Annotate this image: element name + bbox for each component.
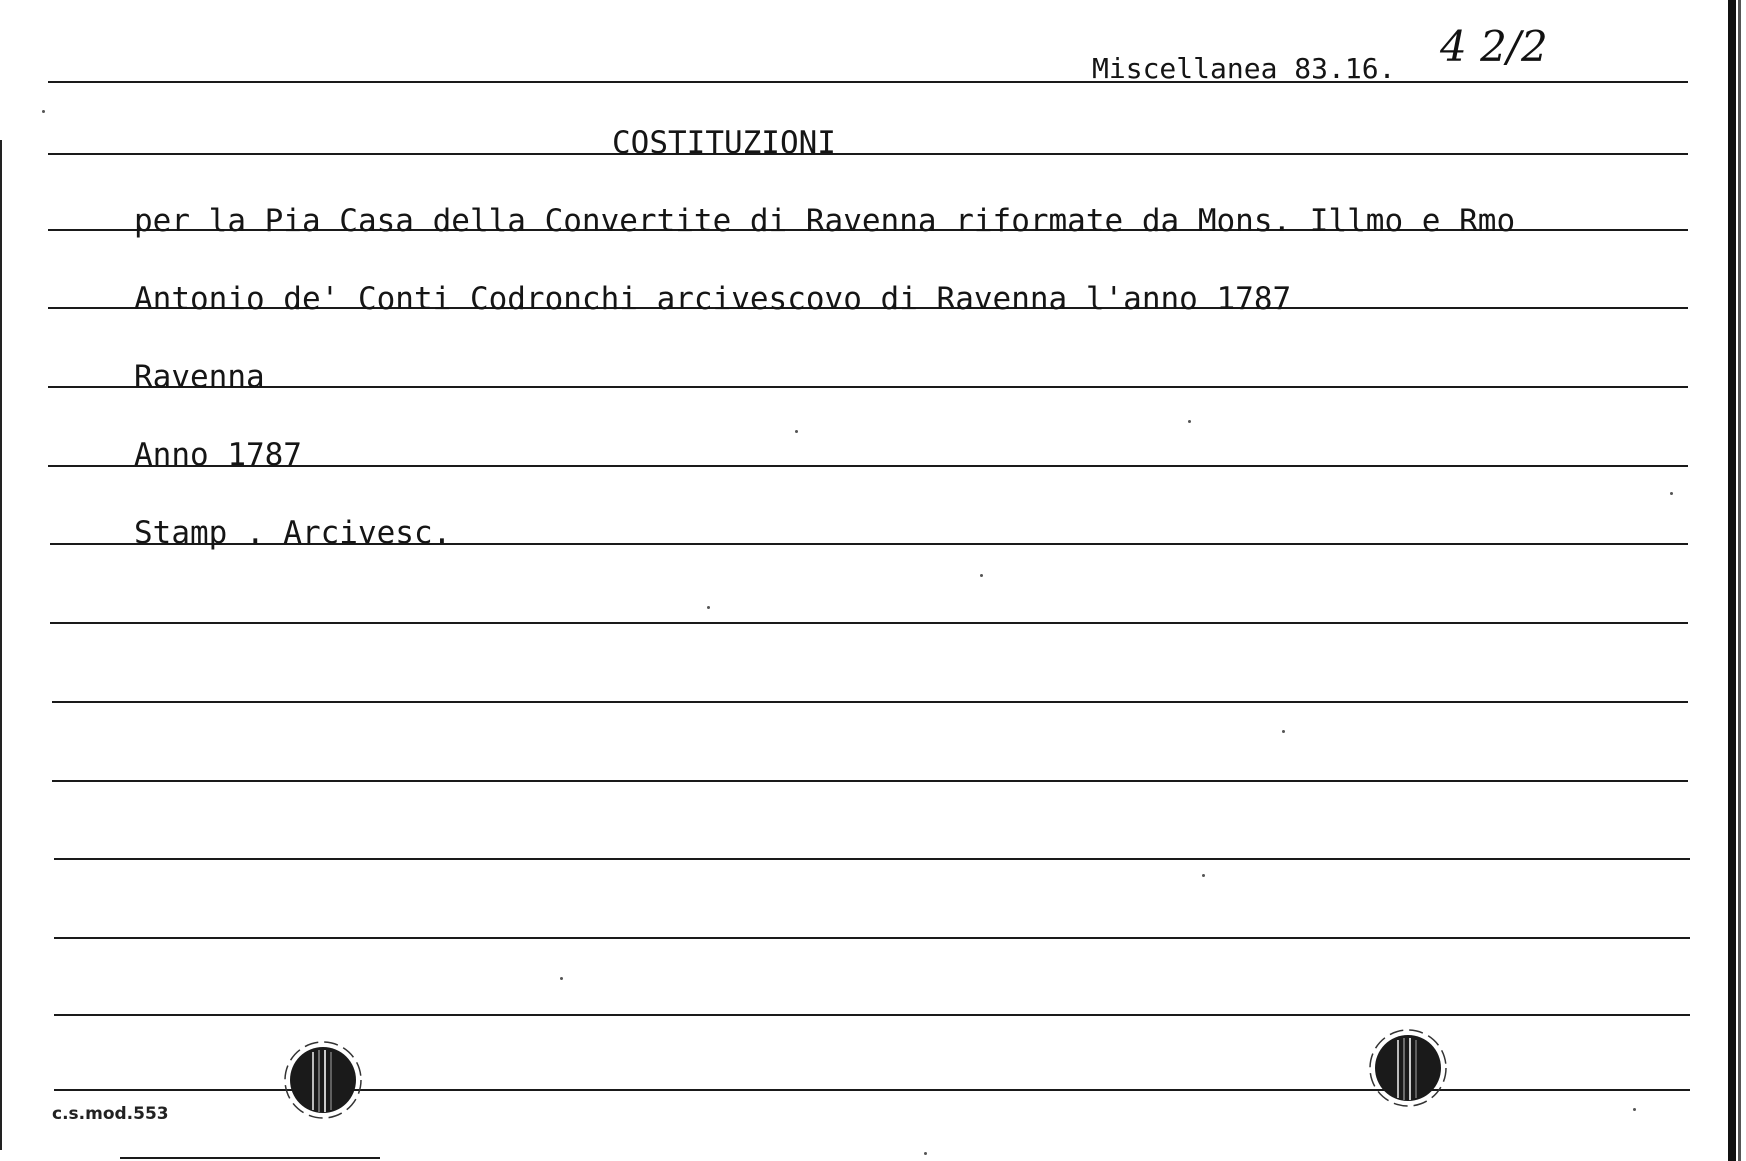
- scan-speck: [1202, 874, 1205, 877]
- card-right-edge-shadow: [1738, 0, 1741, 1161]
- scan-speck: [980, 574, 983, 577]
- scan-speck: [1282, 730, 1285, 733]
- handwritten-reference: 4 2/2: [1440, 22, 1548, 71]
- printer: Stamp . Arcivesc.: [134, 515, 452, 551]
- description-line-1: per la Pia Casa della Convertite di Ravenna riformate da Mons. Illmo e Rmo: [134, 203, 1516, 239]
- ruled-line: [54, 937, 1690, 939]
- form-code: c.s.mod.553: [52, 1104, 169, 1124]
- catalog-reference: Miscellanea 83.16.: [1092, 52, 1396, 85]
- scan-speck: [707, 606, 710, 609]
- scan-speck: [1633, 1108, 1636, 1111]
- punch-hole-right: [1368, 1028, 1448, 1108]
- scan-speck: [1670, 492, 1673, 495]
- scan-speck: [42, 110, 45, 113]
- scan-speck: [924, 1152, 927, 1155]
- description-line-2: Antonio de' Conti Codronchi arcivescovo di Ravenna l'anno 1787: [134, 281, 1292, 317]
- ruled-line: [52, 780, 1688, 782]
- ruled-line: [48, 386, 1688, 388]
- ruled-line: [50, 622, 1688, 624]
- card-right-edge: [1728, 0, 1736, 1161]
- ruled-line: [48, 81, 1688, 83]
- scan-speck: [1188, 420, 1191, 423]
- scan-speck: [560, 977, 563, 980]
- ruled-line-bottom-fragment: [120, 1157, 380, 1159]
- ruled-line: [54, 858, 1690, 860]
- scan-speck: [795, 430, 798, 433]
- punch-hole-left: [283, 1040, 363, 1120]
- ruled-line: [54, 1014, 1690, 1016]
- card-title: COSTITUZIONI: [612, 125, 836, 161]
- card-left-edge: [0, 140, 2, 1150]
- publication-year: Anno 1787: [134, 437, 302, 473]
- ruled-line: [52, 701, 1688, 703]
- place-of-publication: Ravenna: [134, 359, 265, 395]
- ruled-line: [48, 153, 1688, 155]
